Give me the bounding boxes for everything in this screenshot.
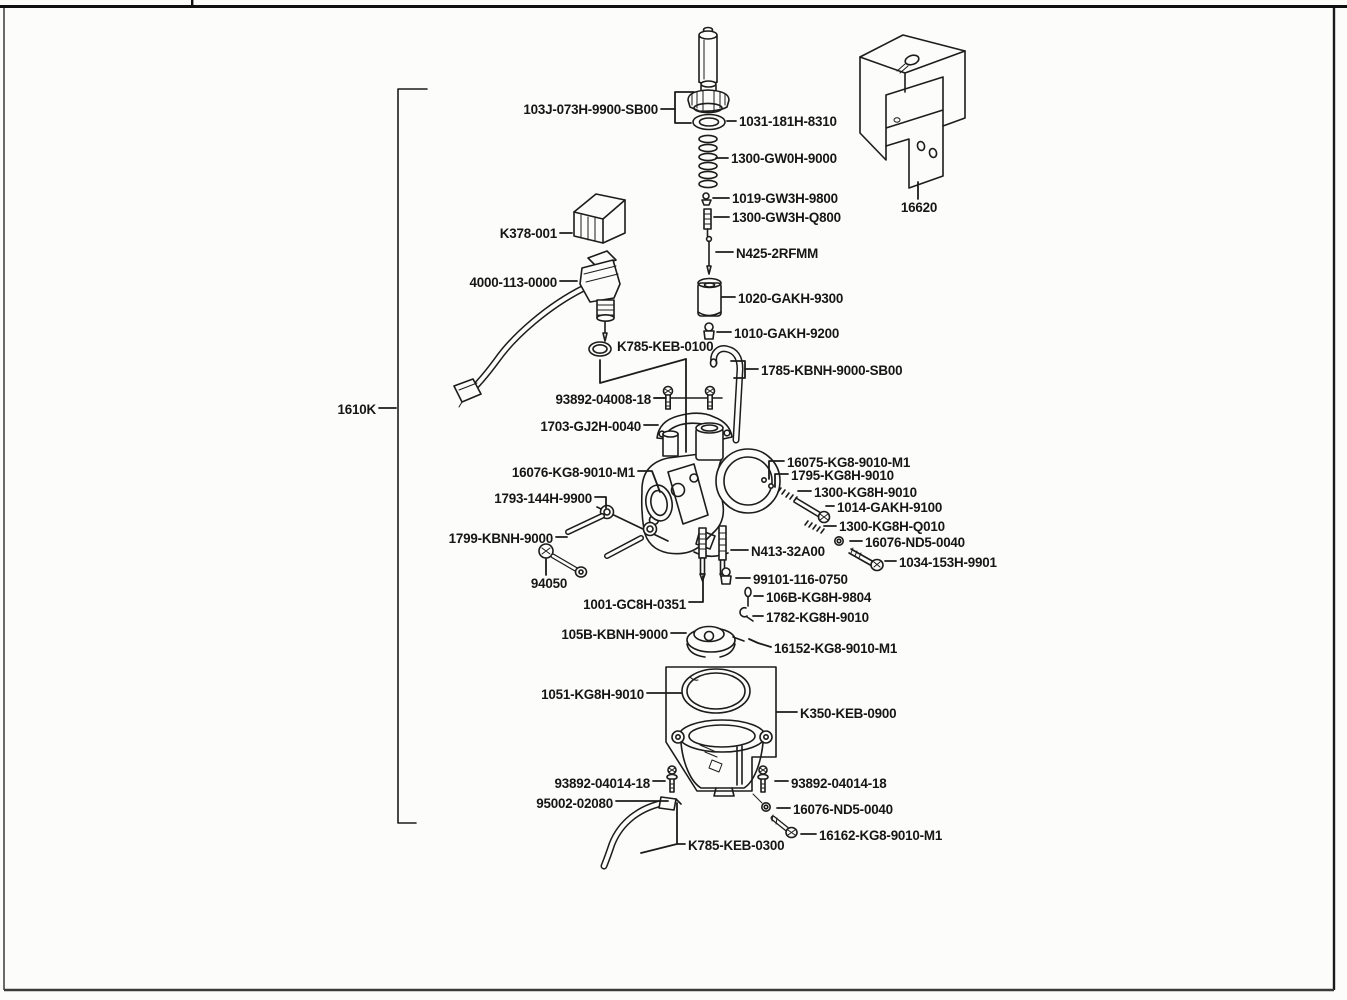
part-label-103J-073H-9900-SB00: 103J-073H-9900-SB00 xyxy=(523,102,658,117)
needle-clip-drawing xyxy=(702,193,711,205)
cap-gasket-ring-drawing xyxy=(693,115,725,130)
part-label-1020-GAKH-9300: 1020-GAKH-9300 xyxy=(738,291,844,306)
part-label-1034-153H-9901: 1034-153H-9901 xyxy=(899,555,997,570)
part-label-16162-KG8-9010-M1: 16162-KG8-9010-M1 xyxy=(819,828,943,843)
carb-top-cap-drawing xyxy=(688,81,729,113)
part-label-95002-02080: 95002-02080 xyxy=(536,796,613,811)
needle-spring-drawing xyxy=(704,209,711,236)
leader-line xyxy=(749,639,771,647)
part-label-1300-GW0H-9000: 1300-GW0H-9000 xyxy=(731,151,837,166)
part-label-93892-04014-18: 93892-04014-18 xyxy=(791,776,887,791)
throttle-spring-drawing xyxy=(699,135,717,187)
part-label-1300-GW3H-Q800: 1300-GW3H-Q800 xyxy=(732,210,841,225)
table-top-rule xyxy=(0,5,1347,8)
clip-drawing xyxy=(740,608,753,621)
part-label-N425-2RFMM: N425-2RFMM xyxy=(736,246,819,261)
part-label-1785-KBNH-9000-SB00: 1785-KBNH-9000-SB00 xyxy=(761,363,903,378)
mounting-bracket-drawing xyxy=(860,35,965,188)
part-label-K785-KEB-0100: K785-KEB-0100 xyxy=(617,339,714,354)
part-label-1010-GAKH-9200: 1010-GAKH-9200 xyxy=(734,326,840,341)
bystarter-holder-drawing xyxy=(698,279,721,317)
jet-needle-drawing xyxy=(707,237,712,274)
part-label-1001-GC8H-0351: 1001-GC8H-0351 xyxy=(583,597,686,612)
part-label-1782-KG8H-9010: 1782-KG8H-9010 xyxy=(766,610,869,625)
part-label-16620: 16620 xyxy=(900,200,938,215)
part-label-16075-KG8-9010-M1: 16075-KG8-9010-M1 xyxy=(787,455,911,470)
part-label-16152-KG8-9010-M1: 16152-KG8-9010-M1 xyxy=(774,641,898,656)
part-label-106B-KG8H-9804: 106B-KG8H-9804 xyxy=(766,590,872,605)
part-label-N413-32A00: N413-32A00 xyxy=(751,544,825,559)
part-label-99101-116-0750: 99101-116-0750 xyxy=(753,572,848,587)
bowl-gasket-drawing xyxy=(682,669,750,713)
part-label-K350-KEB-0900: K350-KEB-0900 xyxy=(800,706,897,721)
part-label-1793-144H-9900: 1793-144H-9900 xyxy=(494,491,592,506)
main-jet-drawing xyxy=(721,568,731,584)
part-label-1051-KG8H-9010: 1051-KG8H-9010 xyxy=(541,687,644,702)
part-label-1799-KBNH-9000: 1799-KBNH-9000 xyxy=(448,531,553,546)
part-label-1795-KG8H-9010: 1795-KG8H-9010 xyxy=(791,468,894,483)
part-label-K785-KEB-0300: K785-KEB-0300 xyxy=(688,838,785,853)
leader-line xyxy=(689,576,703,602)
part-label-1610K: 1610K xyxy=(337,402,376,417)
part-label-1703-GJ2H-0040: 1703-GJ2H-0040 xyxy=(540,419,641,434)
cable-tube-drawing xyxy=(699,28,717,85)
group-bracket-1610k xyxy=(398,89,427,823)
part-label-1300-KG8H-Q010: 1300-KG8H-Q010 xyxy=(839,519,945,534)
drain-tube-drawing xyxy=(604,797,681,866)
part-label-1300-KG8H-9010: 1300-KG8H-9010 xyxy=(814,485,917,500)
part-label-16076-ND5-0040: 16076-ND5-0040 xyxy=(865,535,965,550)
part-label-1019-GW3H-9800: 1019-GW3H-9800 xyxy=(732,191,838,206)
cdi-unit-drawing xyxy=(574,194,625,243)
part-label-K378-001: K378-001 xyxy=(499,226,557,241)
part-label-1014-GAKH-9100: 1014-GAKH-9100 xyxy=(837,500,943,515)
part-label-16076-KG8-9010-M1: 16076-KG8-9010-M1 xyxy=(511,465,635,480)
leader-line xyxy=(677,803,685,844)
part-label-93892-04014-18: 93892-04014-18 xyxy=(554,776,650,791)
needle-jet-drawing xyxy=(745,588,751,607)
leader-line xyxy=(641,844,677,853)
leader-line xyxy=(600,359,686,383)
column-divider-tick xyxy=(191,0,193,6)
holder-plate-drawing xyxy=(704,323,714,339)
part-label-93892-04008-18: 93892-04008-18 xyxy=(555,392,651,407)
part-drawings xyxy=(454,28,965,867)
part-label-4000-113-0000: 4000-113-0000 xyxy=(469,275,557,290)
part-label-105B-KBNH-9000: 105B-KBNH-9000 xyxy=(561,627,668,642)
part-label-94050: 94050 xyxy=(530,576,568,591)
part-label-1031-181H-8310: 1031-181H-8310 xyxy=(739,114,837,129)
float-drawing xyxy=(687,627,744,658)
part-label-16076-ND5-0040: 16076-ND5-0040 xyxy=(793,802,893,817)
bottom-screw-set-drawing xyxy=(753,794,797,838)
o-ring-drawing xyxy=(589,342,611,356)
